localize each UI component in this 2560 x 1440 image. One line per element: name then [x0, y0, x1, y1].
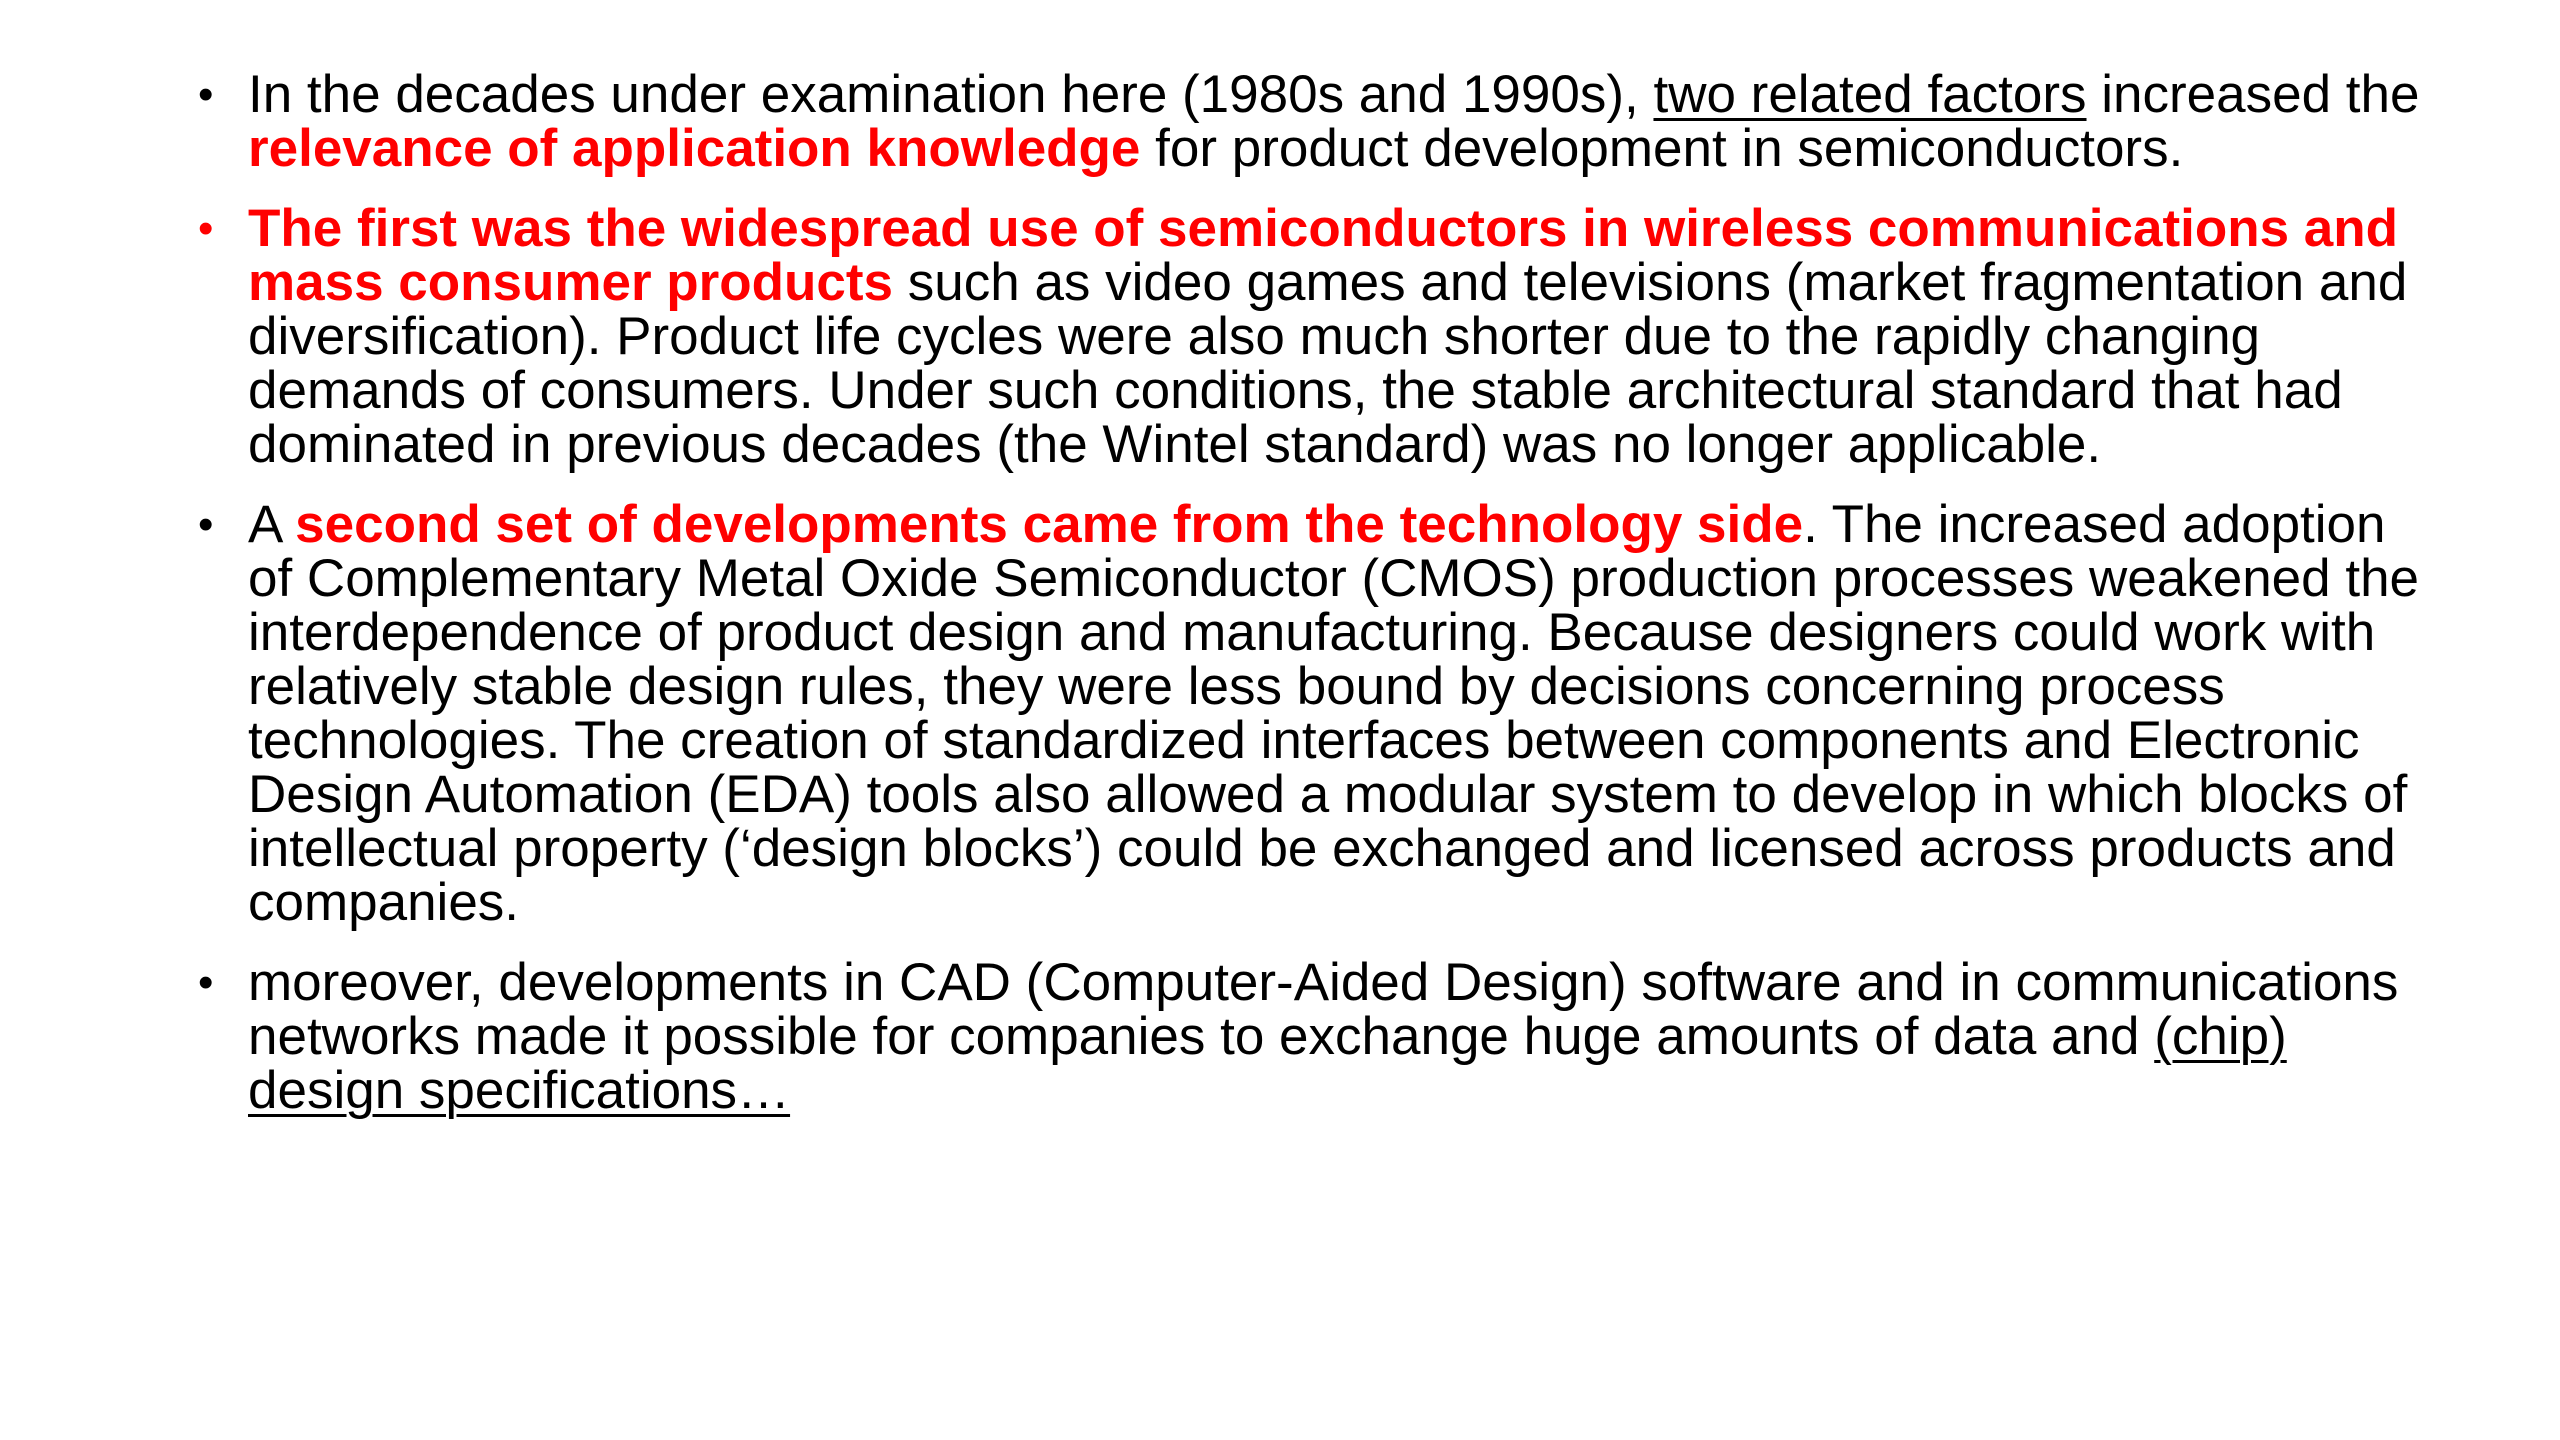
bullet-dot: • [198, 204, 214, 253]
highlighted-phrase: second set of developments came from the technology side [295, 495, 1804, 554]
bullet-dot: • [198, 958, 214, 1007]
bullet-item [190, 495, 2420, 932]
bullet-text [248, 495, 2419, 932]
highlighted-phrase: relevance of application knowledge [248, 119, 1141, 178]
bullet-item [190, 65, 2420, 178]
underlined-phrase: (chip) design specifications… [248, 1007, 2287, 1120]
bullet-item [190, 199, 2420, 474]
bullet-dot: • [198, 70, 214, 119]
bullet-dot: • [198, 500, 214, 549]
bullet-text [248, 65, 2419, 178]
text-segment: . The increased adoption of Complementary Metal Oxide Semiconductor (CMOS) production processes weakened the interdependence of product design and manufacturing. Because designers could work with relatively stable design rules, they were less bound by decisions concerning process technologies. The creation of standardized interfaces between components and Electronic Design Automation (EDA) tools also allowed a modular system to develop in which blocks of intellectual property (‘design blocks’) could be exchanged and licensed across products and companies. [248, 495, 2420, 932]
bullet-text [248, 199, 2407, 474]
text-segment: moreover, developments in CAD (Computer-Aided Design) software and in communications networks made it possible for companies to exchange huge amounts of data and [248, 953, 2399, 1066]
text-segment: such as video games and televisions (market fragmentation and diversification). Product life cycles were also much shorter due to the rapidly changing demands of consumers. Under such conditions, the stable architectural standard that had dominated in previous decades (the Wintel standard) was no longer applicable. [248, 253, 2408, 474]
text-segment: increased the [2086, 65, 2420, 124]
text-segment: In the decades under examination here (1980s and 1990s), [248, 65, 1654, 124]
text-segment: A [248, 495, 296, 554]
bullet-list [190, 65, 2420, 1144]
bullet-item [190, 953, 2420, 1120]
highlighted-phrase: The first was the widespread use of semiconductors in wireless communications and mass consumer products [248, 199, 2398, 312]
underlined-phrase: two related factors [1653, 65, 2087, 124]
bullet-text [248, 953, 2398, 1120]
text-segment: for product development in semiconductors. [1140, 119, 2184, 178]
